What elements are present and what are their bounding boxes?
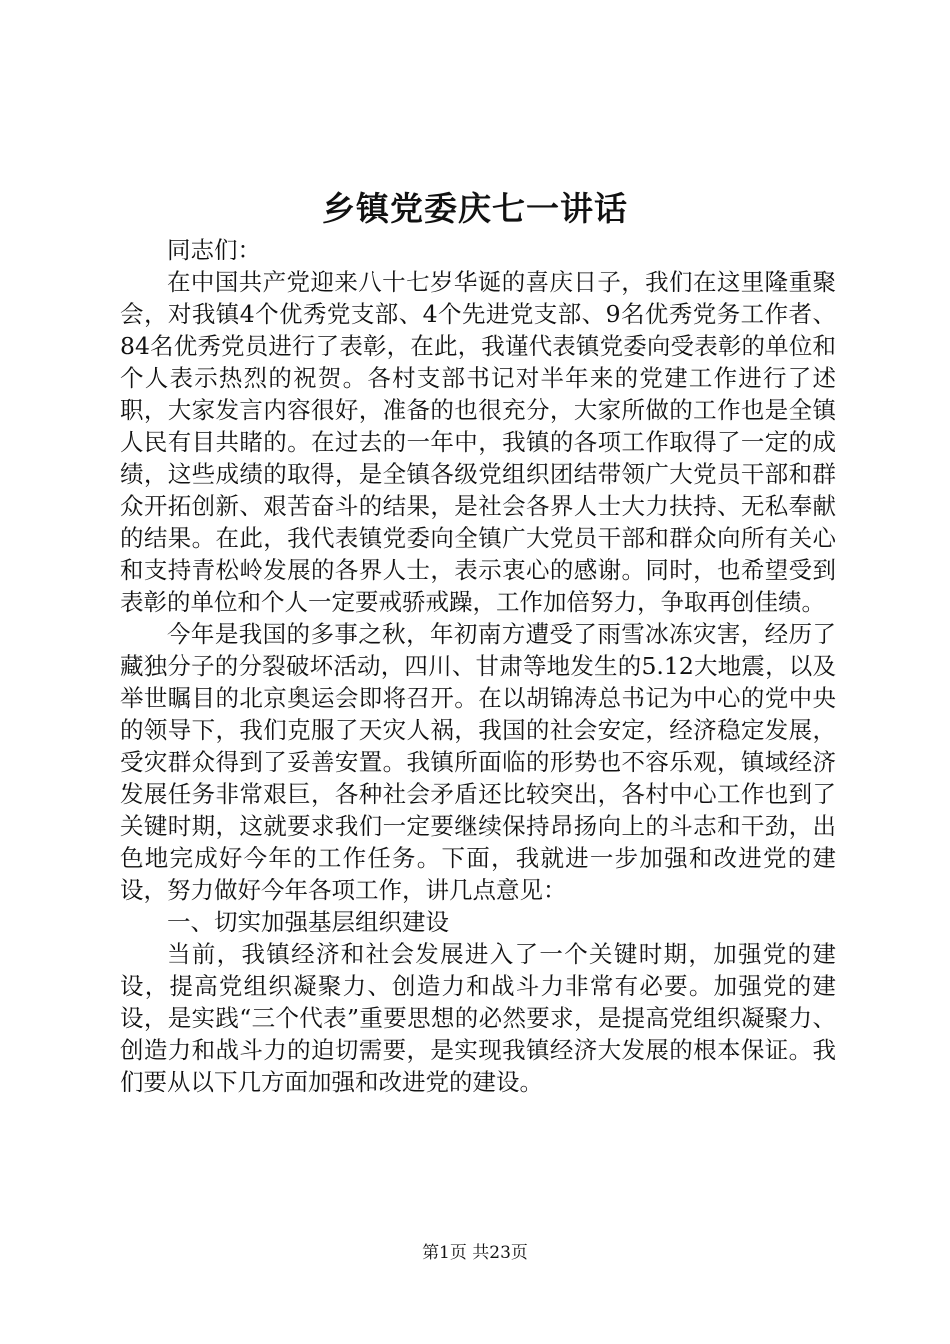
paragraph-2: 今年是我国的多事之秋，年初南方遭受了雨雪冰冻灾害，经历了藏独分子的分裂破坏活动，四川、甘肃等地发生的5.12大地震，以及举世瞩目的北京奥运会即将召开。在以胡锦涛总书记为中心的党中央的领导下，我们克服了天灾人祸，我国的社会安定，经济稳定发展，受灾群众得到了妥善安置。我镇所面临的形势也不容乐观，镇域经济发展任务非常艰巨，各种社会矛盾还比较突出，各村中心工作也到了关键时期，这就要求我们一定要继续保持昂扬向上的斗志和干劲，出色地完成好今年的工作任务。下面，我就进一步加强和改进党的建设，努力做好今年各项工作，讲几点意见： <box>120 620 836 904</box>
document-title: 乡镇党委庆七一讲话 <box>322 189 628 228</box>
document-body <box>120 234 836 1098</box>
paragraph-1: 在中国共产党迎来八十七岁华诞的喜庆日子，我们在这里隆重聚会，对我镇4个优秀党支部、4个先进党支部、9名优秀党务工作者、84名优秀党员进行了表彰，在此，我谨代表镇党委向受表彰的单位和个人表示热烈的祝贺。各村支部书记对半年来的党建工作进行了述职，大家发言内容很好，准备的也很充分，大家所做的工作也是全镇人民有目共睹的。在过去的一年中，我镇的各项工作取得了一定的成绩，这些成绩的取得，是全镇各级党组织团结带领广大党员干部和群众开拓创新、艰苦奋斗的结果，是社会各界人士大力扶持、无私奉献的结果。在此，我代表镇党委向全镇广大党员干部和群众向所有关心和支持青松岭发展的各界人士，表示衷心的感谢。同时，也希望受到表彰的单位和个人一定要戒骄戒躁，工作加倍努力，争取再创佳绩。 <box>120 268 836 616</box>
section-heading: 一、切实加强基层组织建设 <box>167 908 449 936</box>
section-paragraph: 当前，我镇经济和社会发展进入了一个关键时期，加强党的建设，提高党组织凝聚力、创造力和战斗力非常有必要。加强党的建设，是实践“三个代表”重要思想的必然要求，是提高党组织凝聚力、创造力和战斗力的迫切需要，是实现我镇经济大发展的根本保证。我们要从以下几方面加强和改进党的建设。 <box>120 940 836 1096</box>
salutation: 同志们： <box>167 236 261 264</box>
page-footer: 第1页 共23页 <box>422 1243 528 1263</box>
